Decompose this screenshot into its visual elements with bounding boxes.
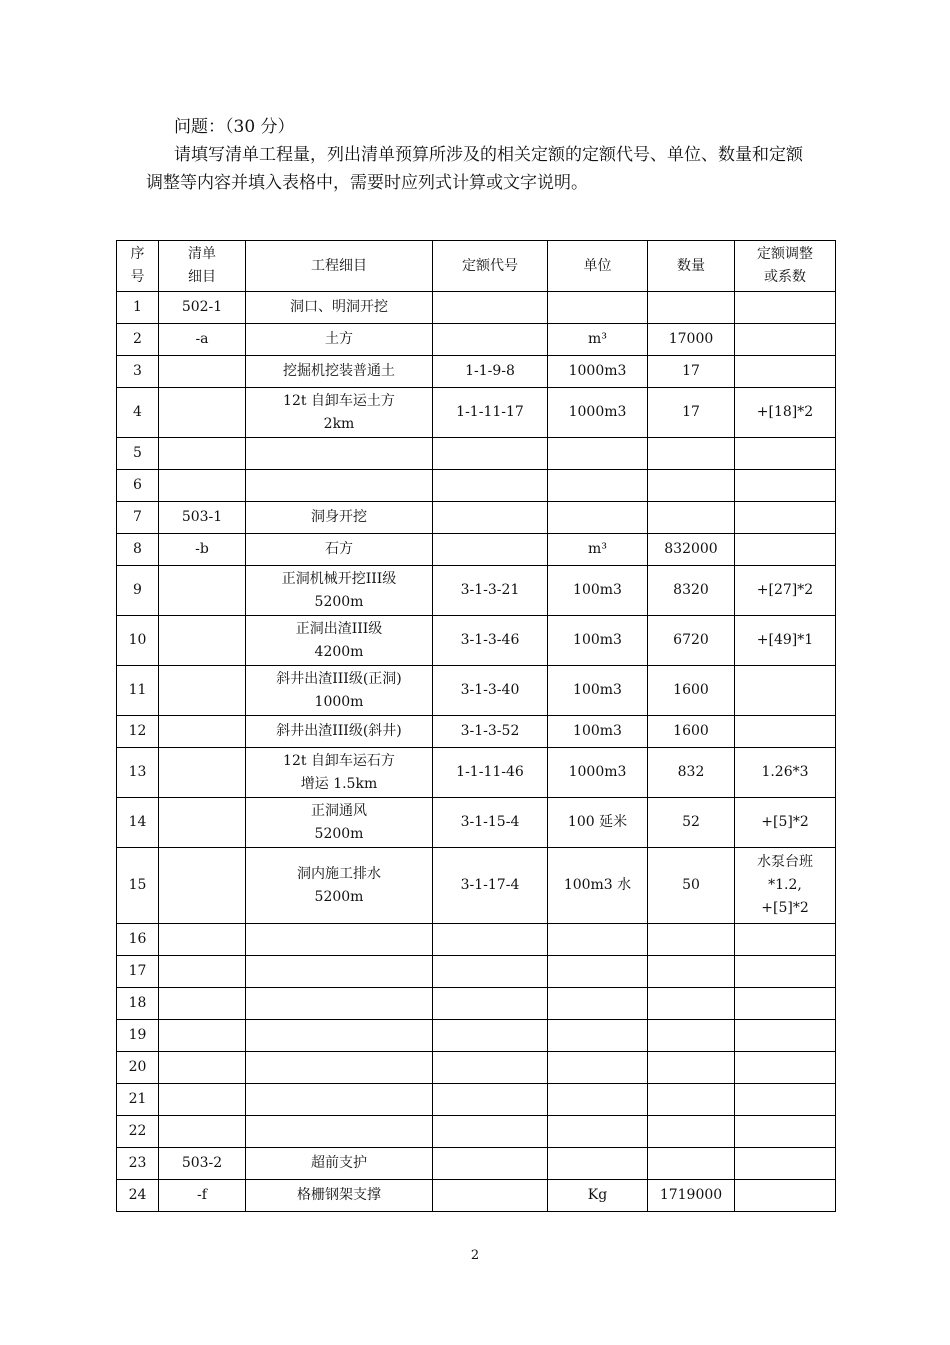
- cell-qty: 50: [648, 848, 735, 924]
- table-row: [117, 748, 836, 798]
- cell-item: [159, 988, 246, 1020]
- cell-adj: [735, 1052, 836, 1084]
- cell-code: 1-1-11-17: [433, 388, 548, 438]
- cell-qty: [648, 924, 735, 956]
- cell-line: 正洞通风: [311, 802, 367, 819]
- cell-qty: 17000: [648, 324, 735, 356]
- cell-desc: [246, 502, 433, 534]
- cell-line: +[5]*2: [761, 814, 809, 830]
- cell-code: 3-1-3-46: [433, 616, 548, 666]
- cell-unit: [548, 1084, 648, 1116]
- cell-adj: [735, 956, 836, 988]
- cell-qty: [648, 1084, 735, 1116]
- cell-code: 3-1-15-4: [433, 798, 548, 848]
- cell-unit: m³: [548, 324, 648, 356]
- cell-adj: [735, 748, 836, 798]
- cell-item: [159, 470, 246, 502]
- cell-seq: 7: [117, 502, 159, 534]
- header-seq: 序 号: [117, 241, 159, 292]
- cell-item: [159, 748, 246, 798]
- header-item: 清单 细目: [159, 241, 246, 292]
- cell-code: [433, 534, 548, 566]
- cell-desc: [246, 324, 433, 356]
- cell-qty: 17: [648, 388, 735, 438]
- cell-desc: [246, 1148, 433, 1180]
- cell-adj: [735, 716, 836, 748]
- cell-line: 5200m: [314, 593, 364, 610]
- table-row: [117, 1084, 836, 1116]
- cell-unit: 100m3 水: [548, 848, 648, 924]
- page-number: 2: [470, 1248, 480, 1263]
- cell-code: [433, 502, 548, 534]
- cell-item: -a: [159, 324, 246, 356]
- cell-item: -f: [159, 1180, 246, 1212]
- table-row: [117, 848, 836, 924]
- cell-line: 超前支护: [311, 1155, 367, 1171]
- cell-qty: 52: [648, 798, 735, 848]
- cell-seq: 2: [117, 324, 159, 356]
- cell-code: [433, 988, 548, 1020]
- cell-code: [433, 1116, 548, 1148]
- cell-line: 洞身开挖: [311, 509, 367, 525]
- cell-line: 12t 自卸车运石方: [283, 752, 395, 769]
- cell-qty: [648, 1052, 735, 1084]
- cell-code: 3-1-3-52: [433, 716, 548, 748]
- cell-item: [159, 666, 246, 716]
- cell-adj: [735, 798, 836, 848]
- cell-adj: [735, 666, 836, 716]
- cell-desc: [246, 356, 433, 388]
- cell-code: 3-1-3-40: [433, 666, 548, 716]
- cell-qty: 832000: [648, 534, 735, 566]
- cell-adj: [735, 1148, 836, 1180]
- cell-seq: 4: [117, 388, 159, 438]
- cell-seq: 6: [117, 470, 159, 502]
- cell-line: 水泵台班: [757, 854, 813, 870]
- cell-qty: [648, 988, 735, 1020]
- cell-desc: [246, 534, 433, 566]
- table-row: [117, 356, 836, 388]
- cell-qty: 1719000: [648, 1180, 735, 1212]
- cell-item: [159, 1052, 246, 1084]
- cell-desc: [246, 748, 433, 798]
- cell-qty: 1600: [648, 666, 735, 716]
- cell-desc: [246, 1116, 433, 1148]
- cell-unit: 100m3: [548, 616, 648, 666]
- cell-item: [159, 798, 246, 848]
- cell-adj: [735, 988, 836, 1020]
- cell-qty: [648, 1148, 735, 1180]
- cell-code: [433, 324, 548, 356]
- cell-seq: 9: [117, 566, 159, 616]
- cell-item: [159, 1084, 246, 1116]
- cell-line: 格栅钢架支撑: [297, 1187, 381, 1203]
- cell-item: [159, 716, 246, 748]
- cell-seq: 3: [117, 356, 159, 388]
- cell-unit: [548, 1116, 648, 1148]
- cell-seq: 23: [117, 1148, 159, 1180]
- table-row: [117, 1180, 836, 1212]
- table-row: [117, 924, 836, 956]
- table-row: [117, 1052, 836, 1084]
- table-row: [117, 388, 836, 438]
- cell-adj: [735, 616, 836, 666]
- cell-adj: [735, 438, 836, 470]
- cell-line: 1.26*3: [761, 764, 809, 780]
- cell-desc: [246, 848, 433, 924]
- cell-adj: [735, 848, 836, 924]
- table-header-row: [117, 241, 836, 292]
- table-row: [117, 534, 836, 566]
- cell-desc: [246, 798, 433, 848]
- cell-qty: [648, 956, 735, 988]
- table-row: [117, 1148, 836, 1180]
- cell-line: 4200m: [314, 643, 364, 660]
- cell-adj: [735, 356, 836, 388]
- cell-seq: 18: [117, 988, 159, 1020]
- cell-code: [433, 470, 548, 502]
- cell-line: +[49]*1: [756, 632, 814, 648]
- cell-unit: [548, 1148, 648, 1180]
- cell-code: [433, 1180, 548, 1212]
- cell-seq: 22: [117, 1116, 159, 1148]
- cell-unit: [548, 1052, 648, 1084]
- cell-unit: 100m3: [548, 666, 648, 716]
- cell-item: [159, 566, 246, 616]
- cell-item: [159, 924, 246, 956]
- cell-desc: [246, 956, 433, 988]
- cell-seq: 1: [117, 292, 159, 324]
- cell-item: [159, 438, 246, 470]
- cell-line: *1.2,: [768, 877, 802, 893]
- cell-item: 502-1: [159, 292, 246, 324]
- cell-qty: 6720: [648, 616, 735, 666]
- cell-qty: [648, 438, 735, 470]
- cell-item: -b: [159, 534, 246, 566]
- cell-adj: [735, 566, 836, 616]
- cell-seq: 17: [117, 956, 159, 988]
- header-desc: 工程细目: [246, 241, 433, 292]
- table-row: [117, 798, 836, 848]
- cell-code: [433, 438, 548, 470]
- cell-line: 12t 自卸车运土方: [283, 392, 395, 409]
- table-row: [117, 988, 836, 1020]
- cell-seq: 16: [117, 924, 159, 956]
- question-block: [146, 113, 818, 197]
- header-adj: 定额调整 或系数: [735, 241, 836, 292]
- cell-line: 斜井出渣III级(斜井): [276, 723, 402, 739]
- cell-seq: 11: [117, 666, 159, 716]
- cell-unit: [548, 470, 648, 502]
- table-row: [117, 666, 836, 716]
- cell-desc: [246, 666, 433, 716]
- cell-unit: [548, 1020, 648, 1052]
- question-title: 问题：（30 分）: [174, 117, 295, 137]
- cell-seq: 21: [117, 1084, 159, 1116]
- cell-unit: 1000m3: [548, 388, 648, 438]
- cell-qty: 17: [648, 356, 735, 388]
- cell-qty: [648, 1116, 735, 1148]
- table-row: [117, 566, 836, 616]
- cell-unit: 1000m3: [548, 356, 648, 388]
- cell-desc: [246, 1180, 433, 1212]
- cell-item: [159, 616, 246, 666]
- table-row: [117, 956, 836, 988]
- header-unit: 单位: [548, 241, 648, 292]
- cell-item: [159, 1116, 246, 1148]
- cell-code: 3-1-3-21: [433, 566, 548, 616]
- cell-code: [433, 1020, 548, 1052]
- cell-line: 5200m: [314, 888, 364, 905]
- cell-adj: [735, 1020, 836, 1052]
- cell-adj: [735, 388, 836, 438]
- table-row: [117, 324, 836, 356]
- table-row: [117, 616, 836, 666]
- cell-line: 土方: [325, 331, 353, 347]
- cell-adj: [735, 1116, 836, 1148]
- cell-line: 1000m: [314, 693, 364, 710]
- quota-table: [116, 240, 836, 1212]
- cell-qty: 1600: [648, 716, 735, 748]
- cell-seq: 19: [117, 1020, 159, 1052]
- table-body: [117, 292, 836, 1212]
- cell-seq: 20: [117, 1052, 159, 1084]
- header-code: 定额代号: [433, 241, 548, 292]
- cell-desc: [246, 438, 433, 470]
- cell-seq: 14: [117, 798, 159, 848]
- cell-seq: 12: [117, 716, 159, 748]
- cell-desc: [246, 1052, 433, 1084]
- cell-line: 增运 1.5km: [300, 775, 378, 792]
- cell-adj: [735, 502, 836, 534]
- table-row: [117, 292, 836, 324]
- cell-code: 3-1-17-4: [433, 848, 548, 924]
- cell-line: +[5]*2: [761, 900, 809, 916]
- cell-seq: 8: [117, 534, 159, 566]
- cell-line: 斜井出渣III级(正洞): [276, 670, 402, 687]
- table-row: [117, 716, 836, 748]
- cell-line: +[18]*2: [756, 404, 814, 420]
- cell-line: 挖掘机挖装普通土: [283, 363, 395, 379]
- cell-desc: [246, 1020, 433, 1052]
- cell-seq: 5: [117, 438, 159, 470]
- cell-adj: [735, 1084, 836, 1116]
- cell-line: 2km: [323, 415, 355, 432]
- cell-seq: 24: [117, 1180, 159, 1212]
- cell-item: [159, 356, 246, 388]
- cell-adj: [735, 470, 836, 502]
- header-qty: 数量: [648, 241, 735, 292]
- cell-adj: [735, 292, 836, 324]
- cell-item: [159, 848, 246, 924]
- cell-code: [433, 1084, 548, 1116]
- cell-code: [433, 292, 548, 324]
- cell-code: [433, 1148, 548, 1180]
- cell-desc: [246, 388, 433, 438]
- cell-adj: [735, 924, 836, 956]
- question-body: 请填写清单工程量，列出清单预算所涉及的相关定额的定额代号、单位、数量和定额调整等内容并填入表格中，需要时应列式计算或文字说明。: [146, 145, 803, 193]
- cell-qty: [648, 292, 735, 324]
- table-row: [117, 1020, 836, 1052]
- cell-desc: [246, 988, 433, 1020]
- cell-adj: [735, 534, 836, 566]
- cell-line: +[27]*2: [756, 582, 814, 598]
- cell-qty: [648, 502, 735, 534]
- cell-qty: [648, 470, 735, 502]
- cell-seq: 13: [117, 748, 159, 798]
- cell-unit: [548, 924, 648, 956]
- cell-unit: [548, 292, 648, 324]
- cell-qty: [648, 1020, 735, 1052]
- table-row: [117, 502, 836, 534]
- cell-item: [159, 956, 246, 988]
- cell-unit: [548, 502, 648, 534]
- cell-desc: [246, 566, 433, 616]
- cell-desc: [246, 716, 433, 748]
- cell-line: 正洞出渣III级: [295, 620, 383, 637]
- table-row: [117, 470, 836, 502]
- cell-seq: 10: [117, 616, 159, 666]
- cell-unit: [548, 988, 648, 1020]
- cell-desc: [246, 616, 433, 666]
- cell-unit: [548, 956, 648, 988]
- cell-desc: [246, 292, 433, 324]
- cell-qty: 8320: [648, 566, 735, 616]
- cell-seq: 15: [117, 848, 159, 924]
- cell-desc: [246, 1084, 433, 1116]
- cell-unit: 100m3: [548, 716, 648, 748]
- cell-unit: 100 延米: [548, 798, 648, 848]
- table-row: [117, 438, 836, 470]
- cell-unit: 100m3: [548, 566, 648, 616]
- cell-unit: 1000m3: [548, 748, 648, 798]
- cell-item: [159, 1020, 246, 1052]
- cell-desc: [246, 924, 433, 956]
- cell-desc: [246, 470, 433, 502]
- cell-item: 503-1: [159, 502, 246, 534]
- cell-unit: m³: [548, 534, 648, 566]
- cell-code: 1-1-11-46: [433, 748, 548, 798]
- cell-line: 5200m: [314, 825, 364, 842]
- cell-adj: [735, 324, 836, 356]
- cell-line: 正洞机械开挖III级: [281, 570, 397, 587]
- cell-unit: Kg: [548, 1180, 648, 1212]
- cell-qty: 832: [648, 748, 735, 798]
- cell-line: 洞内施工排水: [297, 865, 381, 882]
- cell-item: [159, 388, 246, 438]
- cell-code: [433, 956, 548, 988]
- cell-code: [433, 924, 548, 956]
- cell-code: [433, 1052, 548, 1084]
- cell-code: 1-1-9-8: [433, 356, 548, 388]
- cell-line: 洞口、明洞开挖: [290, 299, 388, 315]
- table-row: [117, 1116, 836, 1148]
- cell-unit: [548, 438, 648, 470]
- cell-adj: [735, 1180, 836, 1212]
- cell-item: 503-2: [159, 1148, 246, 1180]
- cell-line: 石方: [325, 541, 353, 557]
